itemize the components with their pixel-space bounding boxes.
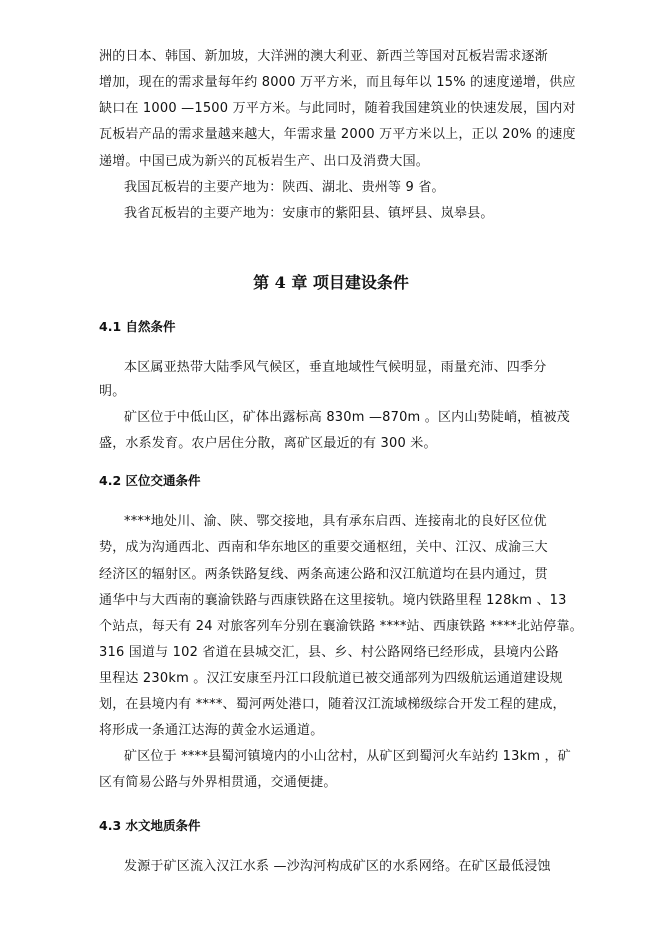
section-heading: 4.3 水文地质条件 <box>99 818 201 833</box>
text-line: 里程达 230km 。汉江安康至丹江口段航道已被交通部列为四级航运通道建设规 <box>99 671 563 686</box>
text-line: 区有简易公路与外界相贯通，交通便捷。 <box>99 775 337 790</box>
section-heading: 4.1 自然条件 <box>99 319 176 334</box>
text-line: 递增。中国已成为新兴的瓦板岩生产、出口及消费大国。 <box>99 154 430 169</box>
chapter-title: 第 4 章 项目建设条件 <box>253 273 409 292</box>
text-line: 我省瓦板岩的主要产地为：安康市的紫阳县、镇坪县、岚皋县。 <box>124 206 494 221</box>
text-line: 本区属亚热带大陆季风气候区，垂直地域性气候明显，雨量充沛、四季分 <box>124 360 547 375</box>
text-line: 瓦板岩产品的需求量越来越大，年需求量 2000 万平方米以上，正以 20% 的速度 <box>99 127 576 142</box>
text-line: 划，在县境内有 ****、蜀河两处港口，随着汉江流域梯级综合开发工程的建成， <box>99 697 566 712</box>
text-line: 矿区位于中低山区，矿体出露标高 830m —870m 。区内山势陡峭，植被茂 <box>124 410 570 425</box>
text-line: 个站点，每天有 24 对旅客列车分别在襄渝铁路 ****站、西康铁路 ****北站停靠。 <box>99 619 583 634</box>
text-line: 明。 <box>99 384 126 399</box>
text-line: 发源于矿区流入汉江水系 —沙沟河构成矿区的水系网络。在矿区最低浸蚀 <box>124 859 551 874</box>
text-line: 盛，水系发育。农户居住分散，离矿区最近的有 300 米。 <box>99 436 437 451</box>
text-line: 经济区的辐射区。两条铁路复线、两条高速公路和汉江航道均在县内通过，贯 <box>99 567 548 582</box>
text-line: ****地处川、渝、陕、鄂交接地，具有承东启西、连接南北的良好区位优 <box>124 514 547 529</box>
text-line: 缺口在 1000 —1500 万平方米。与此同时，随着我国建筑业的快速发展，国内对 <box>99 101 576 116</box>
text-line: 洲的日本、韩国、新加坡，大洋洲的澳大利亚、新西兰等国对瓦板岩需求逐渐 <box>99 49 548 64</box>
text-line: 316 国道与 102 省道在县城交汇，县、乡、村公路网络已经形成，县境内公路 <box>99 645 559 660</box>
text-line: 势，成为沟通西北、西南和华东地区的重要交通枢纽，关中、江汉、成渝三大 <box>99 540 548 555</box>
text-line: 我国瓦板岩的主要产地为：陕西、湖北、贵州等 9 省。 <box>124 180 445 195</box>
text-line: 通华中与大西南的襄渝铁路与西康铁路在这里接轨。境内铁路里程 128km 、13 <box>99 593 567 608</box>
text-line: 将形成一条通江达海的黄金水运通道。 <box>99 723 324 738</box>
text-line: 矿区位于 ****县蜀河镇境内的小山岔村，从矿区到蜀河火车站约 13km ，矿 <box>124 749 571 764</box>
section-heading: 4.2 区位交通条件 <box>99 473 201 488</box>
text-line: 增加，现在的需求量每年约 8000 万平方米，而且每年以 15% 的速度递增，供应 <box>99 75 576 90</box>
